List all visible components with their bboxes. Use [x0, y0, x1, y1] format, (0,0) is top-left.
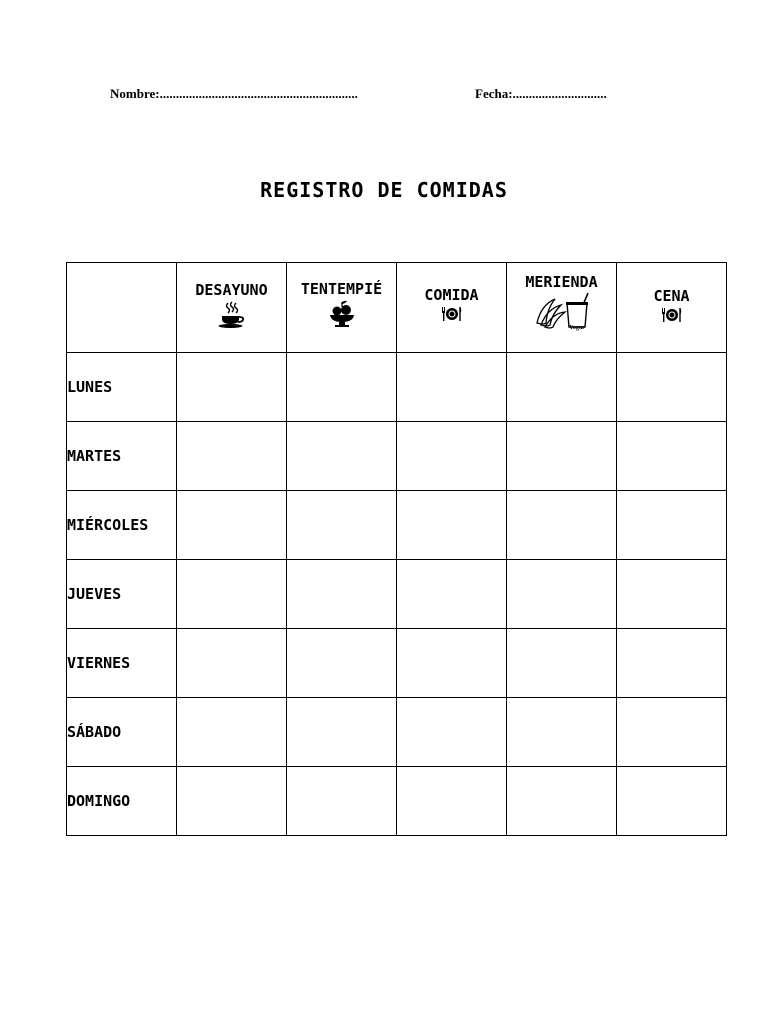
entry-cell[interactable]	[397, 491, 507, 560]
table-row	[67, 698, 727, 767]
header-comida	[397, 263, 507, 353]
page-title: REGISTRO DE COMIDAS	[260, 178, 508, 202]
table-row	[67, 629, 727, 698]
table-row	[67, 491, 727, 560]
entry-cell[interactable]	[397, 560, 507, 629]
entry-cell[interactable]	[617, 698, 727, 767]
day-label: LUNES	[67, 353, 177, 422]
entry-cell[interactable]	[507, 767, 617, 836]
entry-cell[interactable]	[287, 422, 397, 491]
entry-cell[interactable]	[507, 698, 617, 767]
yogurt-label: Yogur	[568, 324, 585, 331]
entry-cell[interactable]	[287, 629, 397, 698]
entry-cell[interactable]	[617, 353, 727, 422]
entry-cell[interactable]	[507, 353, 617, 422]
meal-label: TENTEMPIÉ	[300, 279, 383, 298]
day-label: JUEVES	[67, 560, 177, 629]
day-label: VIERNES	[67, 629, 177, 698]
day-label: MIÉRCOLES	[67, 491, 177, 560]
day-label: SÁBADO	[67, 698, 177, 767]
date-field[interactable]: Fecha:.............................	[475, 86, 607, 101]
header-merienda	[507, 263, 617, 353]
entry-cell[interactable]	[177, 560, 287, 629]
coffee-cup-icon	[217, 301, 247, 329]
banana-yogurt-icon	[533, 293, 591, 331]
entry-cell[interactable]	[287, 560, 397, 629]
entry-cell[interactable]	[397, 353, 507, 422]
meal-label: COMIDA	[424, 285, 479, 304]
entry-cell[interactable]	[617, 629, 727, 698]
entry-cell[interactable]	[287, 698, 397, 767]
entry-cell[interactable]	[617, 560, 727, 629]
entry-cell[interactable]	[617, 491, 727, 560]
meal-log-table	[66, 262, 727, 836]
entry-cell[interactable]	[287, 491, 397, 560]
header-desayuno	[177, 263, 287, 353]
entry-cell[interactable]	[177, 698, 287, 767]
entry-cell[interactable]	[177, 767, 287, 836]
entry-cell[interactable]	[507, 560, 617, 629]
entry-cell[interactable]	[617, 422, 727, 491]
fruit-bowl-icon	[327, 300, 357, 328]
table-row	[67, 353, 727, 422]
entry-cell[interactable]	[507, 491, 617, 560]
entry-cell[interactable]	[177, 353, 287, 422]
day-label: DOMINGO	[67, 767, 177, 836]
meal-label: MERIENDA	[525, 272, 598, 291]
entry-cell[interactable]	[507, 422, 617, 491]
header-cena	[617, 263, 727, 353]
entry-cell[interactable]	[507, 629, 617, 698]
entry-cell[interactable]	[397, 767, 507, 836]
header-tentempie	[287, 263, 397, 353]
day-label: MARTES	[67, 422, 177, 491]
entry-cell[interactable]	[287, 353, 397, 422]
table-row	[67, 767, 727, 836]
entry-cell[interactable]	[397, 698, 507, 767]
plate-cutlery-icon	[441, 306, 463, 322]
table-row	[67, 560, 727, 629]
entry-cell[interactable]	[397, 629, 507, 698]
meal-label: CENA	[653, 286, 690, 305]
meal-label: DESAYUNO	[195, 280, 268, 299]
entry-cell[interactable]	[617, 767, 727, 836]
table-row	[67, 422, 727, 491]
table-header-row	[67, 263, 727, 353]
name-field[interactable]: Nombre:.............................................................	[110, 86, 358, 101]
entry-cell[interactable]	[177, 491, 287, 560]
entry-cell[interactable]	[177, 629, 287, 698]
corner-cell	[67, 263, 177, 353]
plate-cutlery-icon	[661, 307, 683, 323]
entry-cell[interactable]	[397, 422, 507, 491]
entry-cell[interactable]	[287, 767, 397, 836]
entry-cell[interactable]	[177, 422, 287, 491]
